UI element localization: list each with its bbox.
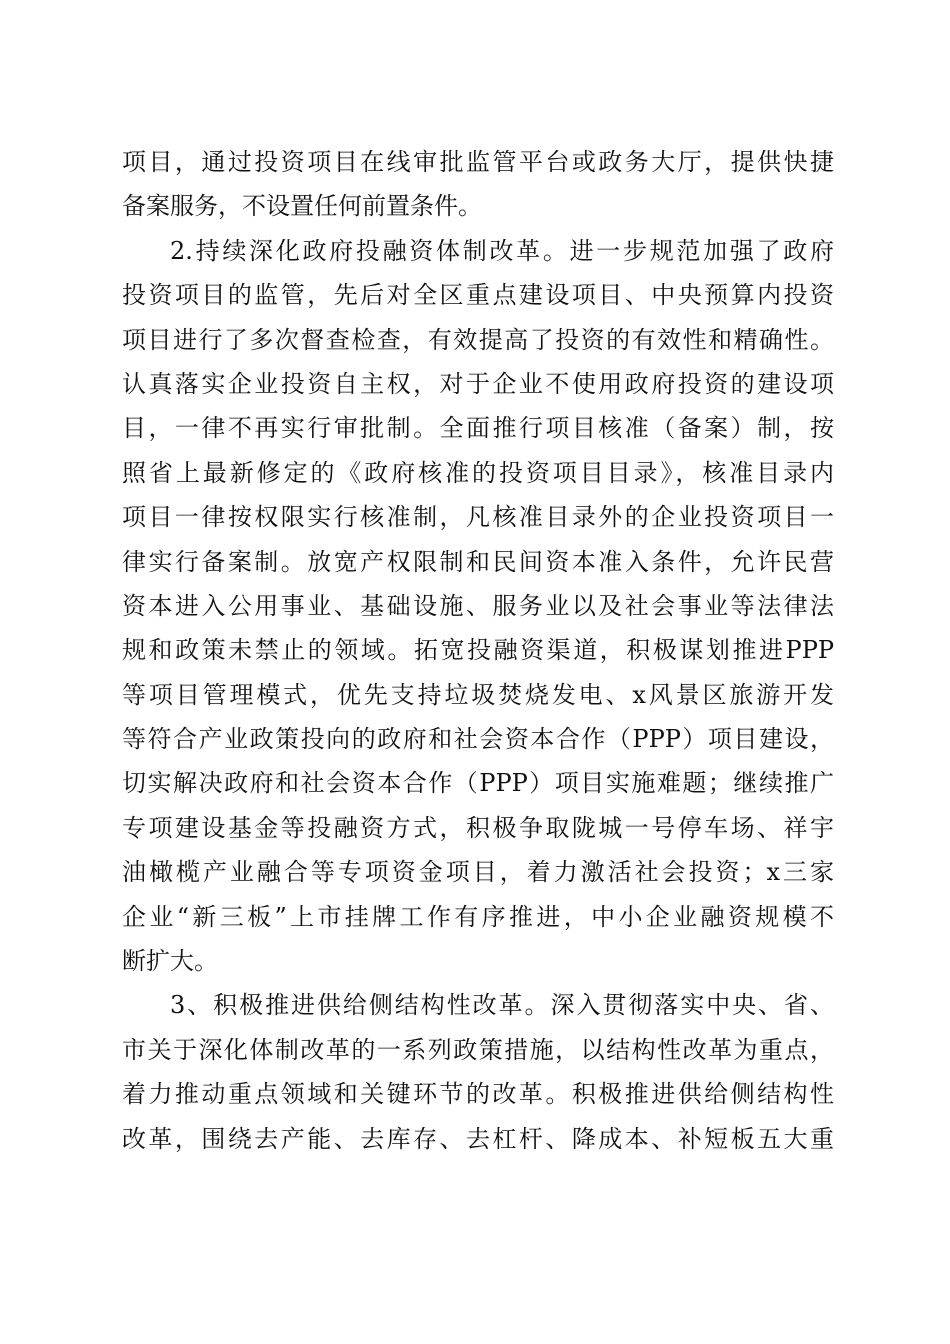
text-line: 备案服务，不设置任何前置条件。 <box>122 192 482 221</box>
text-line: 油橄榄产业融合等专项资金项目，着力激活社会投资；x三家 <box>122 858 834 887</box>
paragraph-heading-line: 3、积极推进供给侧结构性改革。深入贯彻落实中央、省、 <box>170 991 834 1020</box>
text-line: 切实解决政府和社会资本合作（PPP）项目实施难题；继续推广 <box>122 769 834 798</box>
document-body <box>122 140 834 1161</box>
text-line: 目，一律不再实行审批制。全面推行项目核准（备案）制，按 <box>122 414 834 443</box>
paragraph-heading-line: 2.持续深化政府投融资体制改革。进一步规范加强了政府 <box>170 236 834 265</box>
text-line: 等项目管理模式，优先支持垃圾焚烧发电、x风景区旅游开发 <box>122 680 834 709</box>
text-line: 律实行备案制。放宽产权限制和民间资本准入条件，允许民营 <box>122 547 834 576</box>
text-line: 项目，通过投资项目在线审批监管平台或政务大厅，提供快捷 <box>122 148 834 176</box>
text-line: 项目进行了多次督查检查，有效提高了投资的有效性和精确性。 <box>122 325 834 354</box>
text-line: 断扩大。 <box>122 947 218 976</box>
text-line: 着力推动重点领域和关键环节的改革。积极推进供给侧结构性 <box>122 1080 834 1109</box>
text-line: 专项建设基金等投融资方式，积极争取陇城一号停车场、祥宇 <box>122 813 834 842</box>
text-line: 认真落实企业投资自主权，对于企业不使用政府投资的建设项 <box>122 369 834 398</box>
text-line: 资本进入公用事业、基础设施、服务业以及社会事业等法律法 <box>122 591 834 620</box>
text-line: 规和政策未禁止的领域。拓宽投融资渠道，积极谋划推进PPP <box>122 636 834 665</box>
text-line: 市关于深化体制改革的一系列政策措施，以结构性改革为重点， <box>122 1035 834 1064</box>
text-line: 项目一律按权限实行核准制，凡核准目录外的企业投资项目一 <box>122 503 834 532</box>
text-line: 企业“新三板”上市挂牌工作有序推进，中小企业融资规模不 <box>122 902 834 931</box>
text-line: 照省上最新修定的《政府核准的投资项目目录》，核准目录内 <box>122 458 834 487</box>
text-line: 等符合产业政策投向的政府和社会资本合作（PPP）项目建设， <box>122 725 834 754</box>
text-line: 投资项目的监管，先后对全区重点建设项目、中央预算内投资 <box>122 281 834 310</box>
text-line: 改革，围绕去产能、去库存、去杠杆、降成本、补短板五大重 <box>122 1124 834 1153</box>
